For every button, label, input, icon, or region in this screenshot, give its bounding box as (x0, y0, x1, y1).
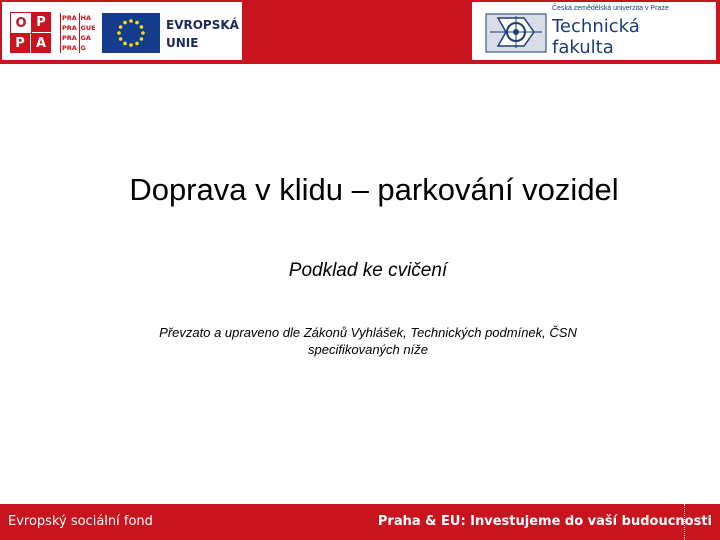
prague-word: GA (79, 33, 97, 43)
faculty-logo-panel (472, 2, 716, 60)
slide-source-note (80, 324, 656, 358)
eu-label-line2: UNIE (166, 36, 199, 50)
eu-label-line1: EVROPSKÁ (166, 18, 239, 32)
oppa-letter-o: O (10, 12, 32, 34)
faculty-emblem-icon (484, 8, 548, 56)
faculty-name-line1: Technická (552, 16, 640, 37)
prague-word: G (79, 43, 97, 53)
faculty-name-line2: fakulta (552, 37, 614, 58)
note-line-2: specifikovaných níže (308, 342, 428, 357)
prague-word: PRA (62, 14, 77, 22)
slide-title: Doprava v klidu – parkování vozidel (129, 172, 619, 207)
eu-flag-icon (102, 13, 160, 53)
oppa-logo (10, 12, 52, 54)
faculty-name (552, 16, 640, 58)
prague-word: PRA (62, 44, 77, 52)
prague-wordmark (60, 13, 96, 53)
prague-word: PRA (62, 24, 77, 32)
prague-word: PRA (62, 34, 77, 42)
footer-left-text: Evropský sociální fond (8, 514, 153, 529)
university-name: Česká zemědělská univerzita v Praze (552, 5, 669, 12)
oppa-letter-p1: P (31, 12, 51, 32)
oppa-letter-p2: P (10, 33, 30, 53)
oppa-letter-a: A (31, 33, 51, 53)
footer-right-text: Praha & EU: Investujeme do vaší budoucnosti (377, 514, 712, 529)
eu-label (166, 16, 240, 52)
prague-word: HA (79, 13, 97, 23)
prague-word: GUE (80, 24, 96, 32)
oppa-eu-logo-panel (2, 2, 242, 60)
slide-subtitle: Podklad ke cvičení (288, 260, 448, 281)
eu-stars-icon (102, 13, 160, 53)
note-line-1: Převzato a upraveno dle Zákonů Vyhlášek, Technických podmínek, ČSN (159, 325, 577, 340)
